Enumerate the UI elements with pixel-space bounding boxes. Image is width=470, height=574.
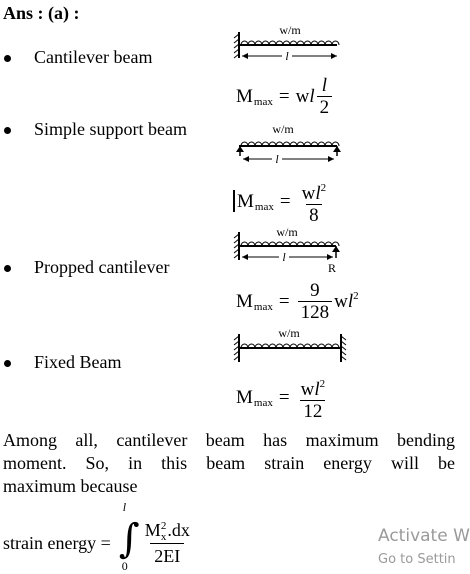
paragraph-line: maximum because [3,476,138,496]
equals-sign: = [278,290,290,312]
load-label: w/m [276,225,298,239]
integral-upper-limit: l [122,500,127,514]
simple-support-mmax-formula [237,178,329,226]
span-label: l [275,152,279,166]
strain-energy-label: strain energy = [3,532,111,553]
integral-sign: l ∫ 0 [118,500,140,573]
dx-term: .dx [167,520,190,541]
bullet-dot [4,265,11,272]
max-subscript: max [253,95,273,108]
moment-symbol: M [144,520,161,541]
load-label: w/m [279,23,301,37]
length-symbol: l [314,379,320,400]
fixed-mmax-formula [236,374,328,422]
load-symbol: w [295,85,310,107]
strain-energy-formula [3,500,194,573]
cantilever-beam-diagram [234,20,344,62]
moment-symbol: M [236,387,253,408]
activate-windows-watermark: Activate W [378,526,470,546]
fraction-denominator: 8 [306,204,322,226]
text-cursor [233,190,235,212]
cantilever-mmax-formula [236,75,332,118]
equals-sign: = [279,191,291,212]
max-subscript: max [253,397,273,409]
explanation-paragraph [3,429,455,498]
propped-cantilever-diagram [234,224,346,276]
equals-sign: = [278,387,290,408]
exponent: 2 [353,290,359,302]
load-label: w/m [272,122,294,136]
item-simple-support-label: Simple support beam [34,119,187,139]
reaction-label: R [328,261,337,275]
moment-symbol: M [237,191,254,212]
load-symbol: w [301,183,316,204]
span-label: l [285,49,289,63]
bullet-dot [4,127,11,134]
simple-support-beam-diagram [234,122,346,166]
item-propped-label: Propped cantilever [34,257,170,277]
propped-mmax-formula [236,280,359,323]
max-subscript: max [253,300,273,313]
paragraph-line: moment. So, in this beam strain energy will be [3,453,455,473]
length-symbol: l [347,291,354,312]
fraction-denominator: 128 [298,301,333,323]
load-symbol: w [334,291,348,312]
bullet-dot [4,360,11,367]
max-subscript: max [254,201,274,213]
exponent: 2 [319,378,326,390]
equals-sign: = [278,85,290,107]
length-symbol: l [315,183,321,204]
fixed-beam-diagram [234,324,352,364]
fraction-denominator: 2EI [150,543,184,568]
integral-lower-limit: 0 [121,559,128,573]
moment-symbol: M [236,290,253,312]
fraction-numerator: 9 [310,280,320,301]
answer-heading: Ans : (a) : [3,3,80,23]
moment-symbol: M [236,85,253,107]
span-label: l [282,250,286,264]
item-fixed-label: Fixed Beam [34,352,122,372]
exponent: 2 [160,519,167,532]
x-subscript: x [160,530,167,543]
length-symbol: l [309,85,315,107]
load-label: w/m [278,326,300,340]
go-to-settings-watermark: Go to Settin [378,552,456,567]
bullet-dot [4,55,11,62]
item-cantilever-label: Cantilever beam [34,47,153,67]
fraction-denominator: 12 [300,400,325,422]
fraction-numerator: l [321,75,327,96]
paragraph-line: Among all, cantilever beam has maximum bending [3,430,455,450]
exponent: 2 [320,182,327,194]
fraction-denominator: 2 [317,96,333,118]
load-symbol: w [300,379,315,400]
